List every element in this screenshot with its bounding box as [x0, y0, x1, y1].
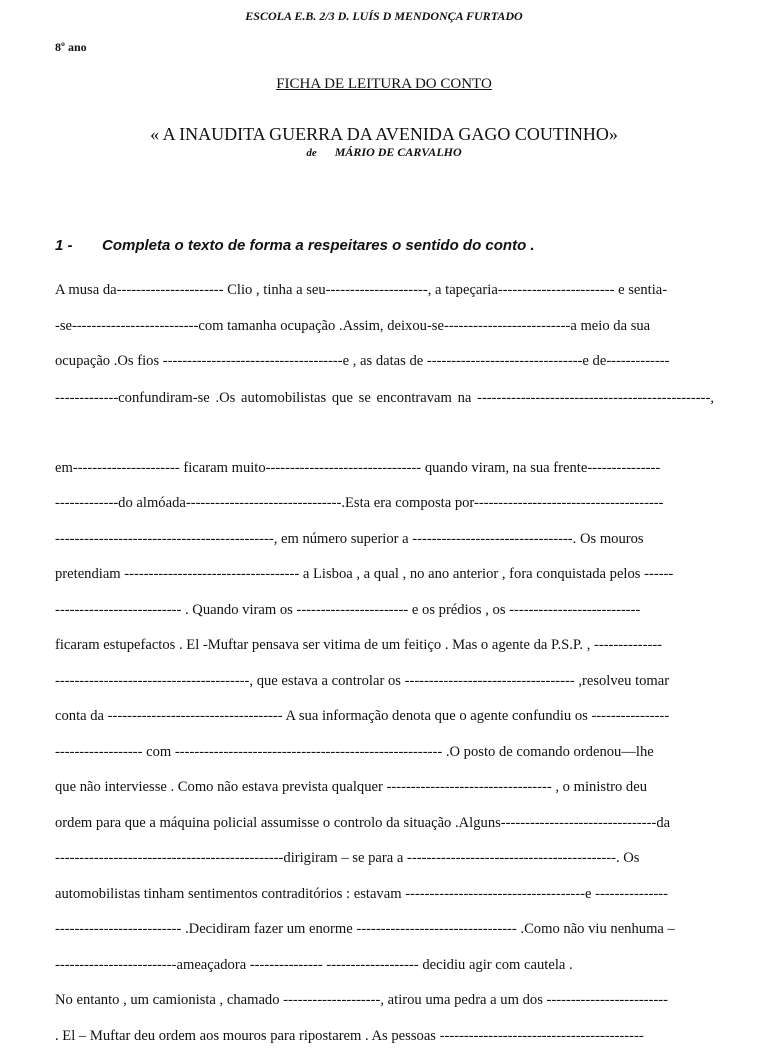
text-line: No entanto , um camionista , chamado --------------------, atirou uma pedra a um dos ------------------------- [55, 983, 714, 1019]
text-line: automobilistas tinham sentimentos contraditórios : estavam -------------------------------------e --------------- [55, 877, 714, 913]
story-title: « A INAUDITA GUERRA DA AVENIDA GAGO COUTINHO» [0, 124, 768, 145]
school-name: ESCOLA E.B. 2/3 D. LUÍS D MENDONÇA FURTADO [0, 9, 768, 24]
text-line: ------------------ com ------------------------------------------------------- .O posto de comando ordenou—lhe [55, 735, 714, 771]
worksheet-title: FICHA DE LEITURA DO CONTO [0, 76, 768, 93]
text-line: A musa da---------------------- Clio , tinha a seu---------------------, a tapeçaria------------------------ e sentia- [55, 273, 714, 309]
text-line: -------------confundiram-se .Os automobilistas que se encontravam na ------------------------------------------------, [55, 380, 714, 451]
text-line: ocupação .Os fios -------------------------------------e , as datas de --------------------------------e de------------- [55, 344, 714, 380]
text-line: ficaram estupefactos . El -Muftar pensava ser vitima de um feitiço . Mas o agente da P.S.P. , -------------- [55, 628, 714, 664]
question-number: 1 - [55, 237, 102, 254]
author-name: MÁRIO DE CARVALHO [335, 145, 462, 159]
text-line: -----------------------------------------------dirigiram – se para a -------------------------------------------. Os [55, 841, 714, 877]
text-line: ----------------------------------------, que estava a controlar os ----------------------------------- ,resolveu tomar [55, 664, 714, 700]
text-line: ---------------------------------------------, em número superior a ---------------------------------. Os mouros [55, 522, 714, 558]
text-line: ordem para que a máquina policial assumisse o controlo da situação .Alguns--------------------------------da [55, 806, 714, 842]
text-line: conta da ------------------------------------ A sua informação denota que o agente confundiu os ---------------- [55, 699, 714, 735]
text-line: -------------------------- . Quando viram os ----------------------- e os prédios , os --------------------------- [55, 593, 714, 629]
question-text: Completa o texto de forma a respeitares o sentido do conto . [102, 237, 535, 254]
text-line: em---------------------- ficaram muito-------------------------------- quando viram, na sua frente--------------- [55, 451, 714, 487]
text-line: -se--------------------------com tamanha ocupação .Assim, deixou-se--------------------------a meio da sua [55, 309, 714, 345]
text-line: pretendiam ------------------------------------ a Lisboa , a qual , no ano anterior , fora conquistada pelos ------ [55, 557, 714, 593]
text-line: -------------------------- .Decidiram fazer um enorme --------------------------------- .Como não viu nenhuma – [55, 912, 714, 948]
question-heading [55, 237, 535, 254]
text-line: . El – Muftar deu ordem aos mouros para ripostarem . As pessoas ------------------------------------------ [55, 1019, 714, 1054]
text-line: -------------do almóada--------------------------------.Esta era composta por--------------------------------------- [55, 486, 714, 522]
text-line: -------------------------ameaçadora --------------- ------------------- decidiu agir com cautela . [55, 948, 714, 984]
author-prefix: de [306, 147, 316, 159]
fill-in-text [55, 273, 714, 1054]
grade-label: 8º ano [55, 40, 87, 55]
text-line: que não interviesse . Como não estava prevista qualquer ---------------------------------- , o ministro deu [55, 770, 714, 806]
author-line [0, 145, 768, 160]
